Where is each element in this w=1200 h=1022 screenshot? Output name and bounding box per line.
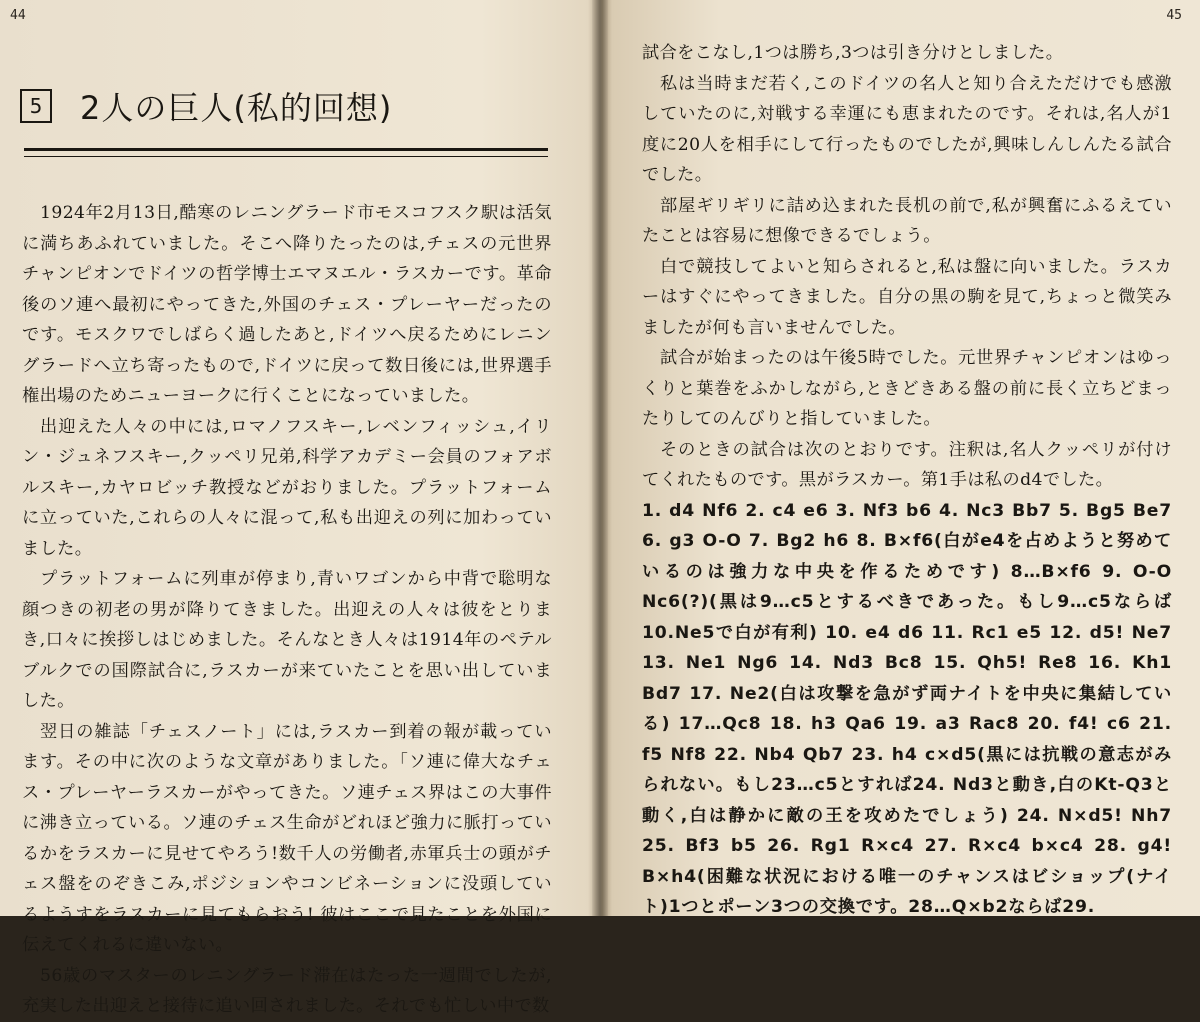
paragraph: 1924年2月13日,酷寒のレニングラード市モスコフスク駅は活気に満ちあふれていました。そこへ降りたったのは,チェスの元世界チャンピオンでドイツの哲学博士エマヌエル・ラスカーです。革命後のソ連へ最初にやってきた,外国のチェス・プレーヤーだったのです。モスクワでしばらく過したあと,ドイツへ戻るためにレニングラードへ立ち寄ったもので,ドイツに戻って数日後には,世界選手権出場のためニューヨークに行くことになっていました。 — [22, 203, 552, 406]
page-number-right: 45 — [1166, 8, 1182, 23]
page-number-left: 44 — [10, 8, 26, 23]
paragraph: 白で競技してよいと知らされると,私は盤に向いました。ラスカーはすぐにやってきました。自分の黒の駒を見て,ちょっと微笑みましたが何も言いませんでした。 — [642, 256, 1172, 338]
chapter-title: 2人の巨人(私的回想) — [80, 89, 393, 127]
game-moves: 1. d4 Nf6 2. c4 e6 3. Nf3 b6 4. Nc3 Bb7 5. Bg5 Be7 6. g3 O-O 7. Bg2 h6 8. B×f6(白がe4を占めようと努めているのは強力な中央を作るためです) 8…B×f6 9. O-O Nc6(?)(黒は9…c5とするべきであった。もし9…c5ならば10.Ne5で白が有利) 10. e4 d6 11. Rc1 e5 12. d5! Ne7 13. Ne1 Ng6 14. Nd3 Bc8 15. Qh5! Re8 16. Kh1 Bd7 17. Ne2(白は攻撃を急がず両ナイトを中央に集結している) 17…Qc8 18. h3 Qa6 19. a3 Rac8 20. f4! c6 21. f5 Nf8 22. Nb4 Qb7 23. h4 c×d5(黒には抗戦の意志がみられない。もし23…c5とすれば24. Nd3と動き,白のKt-Q3と動く,白は静かに敵の王を攻めたでしょう) 24. N×d5! Nh7 25. Bf3 b5 26. Rg1 R×c4 27. R×c4 b×c4 28. g4! B×h4(困難な状況における唯一のチャンスはビショップ(ナイト)1つとポーン3つの交換です。28…Q×b2ならば29. — [642, 500, 1172, 917]
paragraph: プラットフォームに列車が停まり,青いワゴンから中背で聡明な顔つきの初老の男が降りてきました。出迎えの人々は彼をとりまき,口々に挨拶しはじめました。そんなとき人々は1914年のペテルブルクでの国際試合に,ラスカーが来ていたことを思い出していました。 — [22, 569, 552, 711]
heading-rule-thin — [24, 156, 548, 157]
paragraph: 試合をこなし,1つは勝ち,3つは引き分けとしました。 — [642, 43, 1064, 63]
left-page — [0, 0, 596, 1016]
paragraph: 部屋ギリギリに詰め込まれた長机の前で,私が興奮にふるえていたことは容易に想像できるでしょう。 — [642, 195, 1172, 246]
paragraph: 出迎えた人々の中には,ロマノフスキー,レベンフィッシュ,イリン・ジュネフスキー,クッペリ兄弟,科学アカデミー会員のフォアボルスキー,カヤロビッチ教授などがおりました。プラットフォームに立っていた,これらの人々に混って,私も出迎えの列に加わっていました。 — [22, 416, 552, 559]
paragraph: 私は当時まだ若く,このドイツの名人と知り合えただけでも感激していたのに,対戦する幸運にも恵まれたのです。それは,名人が1度に20人を相手にして行ったものでしたが,興味しんしんたる試合でした。 — [642, 73, 1172, 185]
chapter-heading — [20, 82, 550, 130]
chapter-number: 5 — [20, 89, 52, 123]
paragraph: そのときの試合は次のとおりです。注釈は,名人クッペリが付けてくれたものです。黒がラスカー。第1手は私のd4でした。 — [642, 439, 1172, 490]
paragraph: 56歳のマスターのレニングラード滞在はたった一週間でしたが,充実した出迎えと接待に追い回されました。それでも忙しい中で数 — [22, 965, 552, 1016]
paragraph: 翌日の雑誌「チェスノート」には,ラスカー到着の報が載っています。その中に次のような文章がありました。「ソ連に偉大なチェス・プレーヤーラスカーがやってきた。ソ連チェス界はこの大事件に沸き立っている。ソ連のチェス生命がどれほど強力に脈打っているかをラスカーに見せてやろう!数千人の労働者,赤軍兵士の頭がチェス盤をのぞきこみ,ポジションやコンビネーションに没頭しているようすをラスカーに見てもらおう! 彼はここで見たことを外国に伝えてくれるに違いない。 — [22, 721, 552, 955]
right-body-text — [642, 38, 1172, 923]
left-body-text — [22, 198, 552, 1022]
right-page — [604, 0, 1200, 916]
heading-rule-thick — [24, 148, 548, 151]
paragraph: 試合が始まったのは午後5時でした。元世界チャンピオンはゆっくりと葉巻をふかしながら,ときどきある盤の前に長く立ちどまったりしてのんびりと指していました。 — [642, 348, 1172, 429]
